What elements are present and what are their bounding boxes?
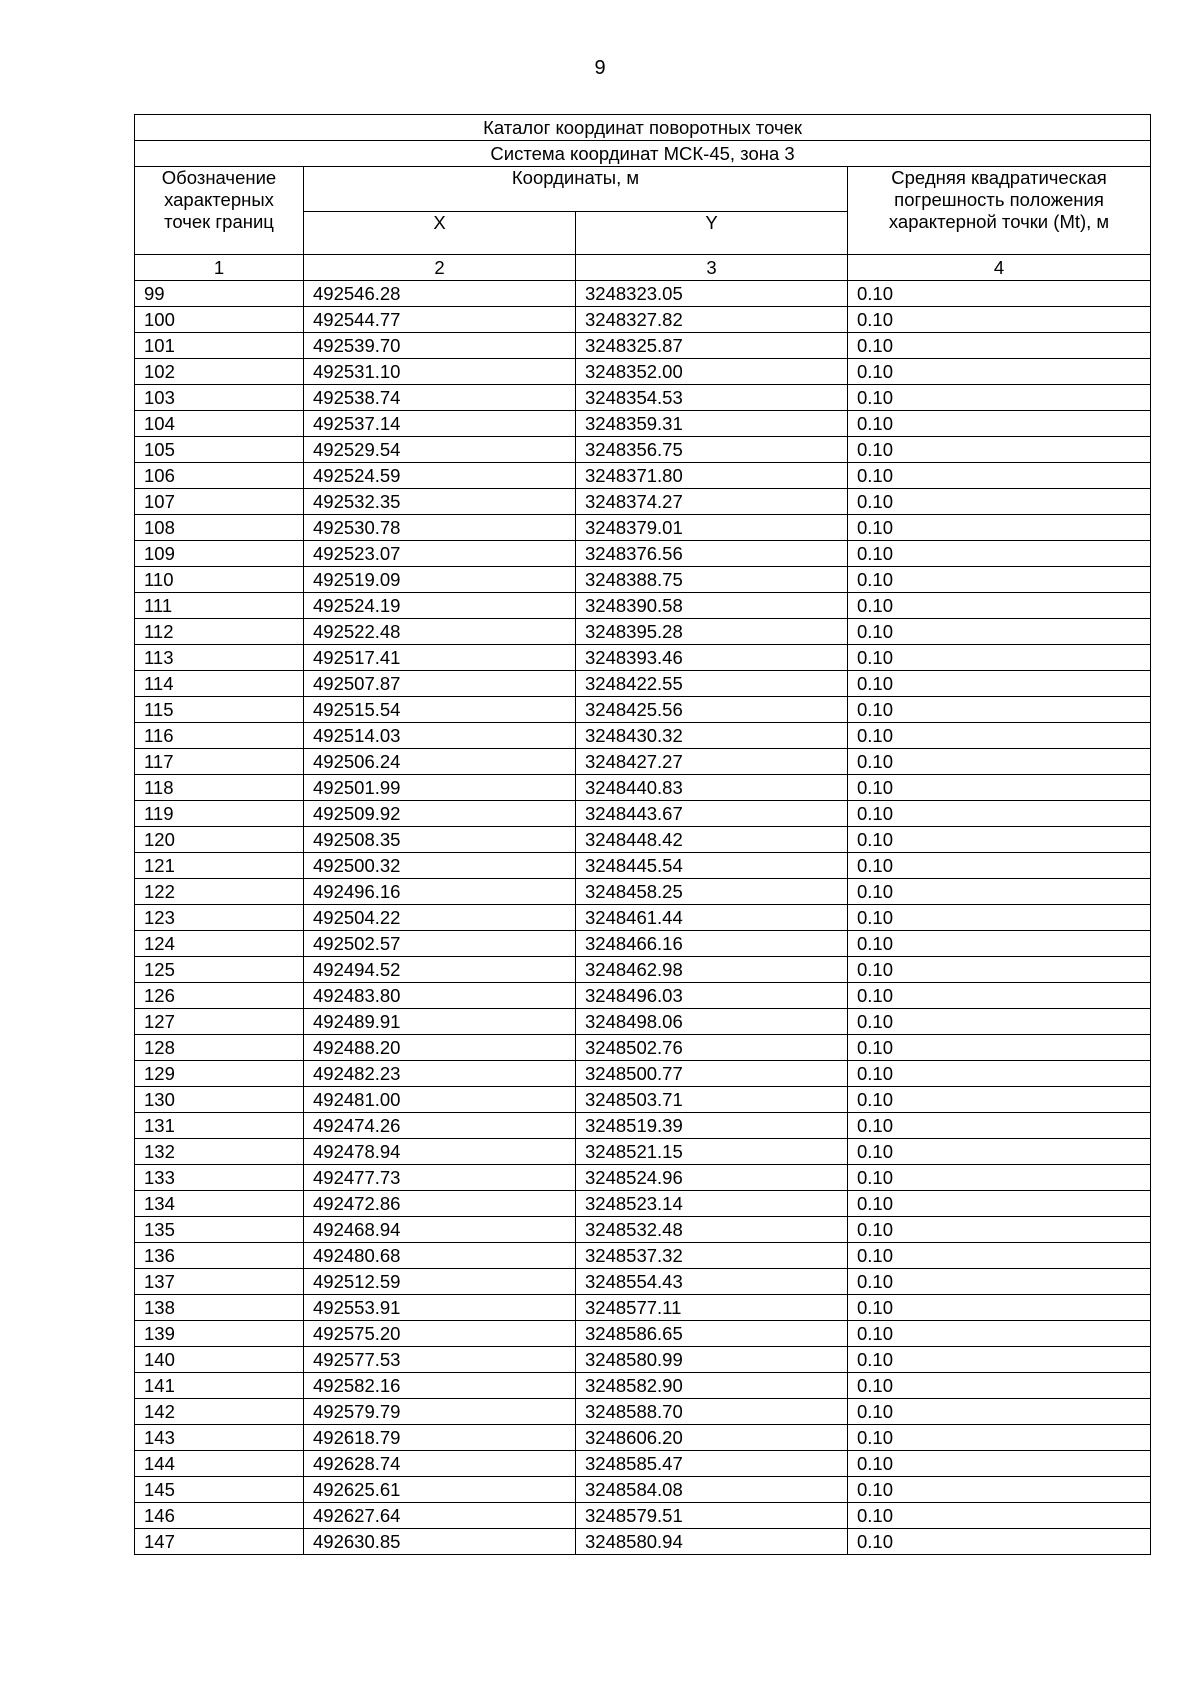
error-cell: 0.10 [848, 749, 1151, 775]
column-number-4: 4 [848, 255, 1151, 281]
error-cell: 0.10 [848, 827, 1151, 853]
x-coordinate-cell: 492582.16 [304, 1373, 576, 1399]
x-coordinate-cell: 492628.74 [304, 1451, 576, 1477]
y-coordinate-cell: 3248443.67 [576, 801, 848, 827]
x-coordinate-cell: 492501.99 [304, 775, 576, 801]
point-id-cell: 105 [135, 437, 304, 463]
y-coordinate-cell: 3248445.54 [576, 853, 848, 879]
table-row [135, 437, 1151, 463]
error-cell: 0.10 [848, 281, 1151, 307]
x-coordinate-cell: 492530.78 [304, 515, 576, 541]
point-id-cell: 111 [135, 593, 304, 619]
table-row [135, 1373, 1151, 1399]
table-row [135, 1425, 1151, 1451]
point-id-cell: 101 [135, 333, 304, 359]
point-id-cell: 124 [135, 931, 304, 957]
x-coordinate-cell: 492514.03 [304, 723, 576, 749]
header-y: Y [576, 212, 848, 255]
error-cell: 0.10 [848, 1373, 1151, 1399]
point-id-cell: 100 [135, 307, 304, 333]
point-id-cell: 128 [135, 1035, 304, 1061]
error-cell: 0.10 [848, 1035, 1151, 1061]
table-row [135, 671, 1151, 697]
x-coordinate-cell: 492627.64 [304, 1503, 576, 1529]
point-id-cell: 108 [135, 515, 304, 541]
point-id-cell: 121 [135, 853, 304, 879]
point-id-cell: 132 [135, 1139, 304, 1165]
error-cell: 0.10 [848, 931, 1151, 957]
point-id-cell: 134 [135, 1191, 304, 1217]
x-coordinate-cell: 492517.41 [304, 645, 576, 671]
x-coordinate-cell: 492488.20 [304, 1035, 576, 1061]
x-coordinate-cell: 492508.35 [304, 827, 576, 853]
point-id-cell: 99 [135, 281, 304, 307]
y-coordinate-cell: 3248359.31 [576, 411, 848, 437]
table-body [135, 281, 1151, 1555]
x-coordinate-cell: 492532.35 [304, 489, 576, 515]
x-coordinate-cell: 492477.73 [304, 1165, 576, 1191]
point-id-cell: 133 [135, 1165, 304, 1191]
table-row [135, 463, 1151, 489]
point-id-cell: 110 [135, 567, 304, 593]
table-row [135, 385, 1151, 411]
table-row [135, 905, 1151, 931]
table-row [135, 749, 1151, 775]
header-designation: Обозначение характерных точек границ [135, 167, 304, 255]
column-number-2: 2 [304, 255, 576, 281]
y-coordinate-cell: 3248440.83 [576, 775, 848, 801]
x-coordinate-cell: 492506.24 [304, 749, 576, 775]
error-cell: 0.10 [848, 1451, 1151, 1477]
point-id-cell: 118 [135, 775, 304, 801]
table-row [135, 1451, 1151, 1477]
error-cell: 0.10 [848, 645, 1151, 671]
error-cell: 0.10 [848, 1477, 1151, 1503]
x-coordinate-cell: 492575.20 [304, 1321, 576, 1347]
point-id-cell: 102 [135, 359, 304, 385]
error-cell: 0.10 [848, 1191, 1151, 1217]
y-coordinate-cell: 3248393.46 [576, 645, 848, 671]
table-row [135, 1269, 1151, 1295]
error-cell: 0.10 [848, 1061, 1151, 1087]
y-coordinate-cell: 3248430.32 [576, 723, 848, 749]
point-id-cell: 115 [135, 697, 304, 723]
x-coordinate-cell: 492579.79 [304, 1399, 576, 1425]
y-coordinate-cell: 3248466.16 [576, 931, 848, 957]
error-cell: 0.10 [848, 1347, 1151, 1373]
point-id-cell: 123 [135, 905, 304, 931]
error-cell: 0.10 [848, 1321, 1151, 1347]
point-id-cell: 107 [135, 489, 304, 515]
point-id-cell: 136 [135, 1243, 304, 1269]
table-row [135, 411, 1151, 437]
header-coordinates: Координаты, м [304, 167, 848, 212]
x-coordinate-cell: 492474.26 [304, 1113, 576, 1139]
x-coordinate-cell: 492553.91 [304, 1295, 576, 1321]
error-cell: 0.10 [848, 1009, 1151, 1035]
x-coordinate-cell: 492630.85 [304, 1529, 576, 1555]
y-coordinate-cell: 3248371.80 [576, 463, 848, 489]
error-cell: 0.10 [848, 1295, 1151, 1321]
point-id-cell: 103 [135, 385, 304, 411]
x-coordinate-cell: 492531.10 [304, 359, 576, 385]
x-coordinate-cell: 492539.70 [304, 333, 576, 359]
error-cell: 0.10 [848, 1529, 1151, 1555]
error-cell: 0.10 [848, 307, 1151, 333]
y-coordinate-cell: 3248521.15 [576, 1139, 848, 1165]
y-coordinate-cell: 3248422.55 [576, 671, 848, 697]
y-coordinate-cell: 3248352.00 [576, 359, 848, 385]
table-row [135, 723, 1151, 749]
point-id-cell: 145 [135, 1477, 304, 1503]
x-coordinate-cell: 492500.32 [304, 853, 576, 879]
point-id-cell: 127 [135, 1009, 304, 1035]
error-cell: 0.10 [848, 411, 1151, 437]
point-id-cell: 146 [135, 1503, 304, 1529]
x-coordinate-cell: 492519.09 [304, 567, 576, 593]
table-row [135, 1477, 1151, 1503]
error-cell: 0.10 [848, 1269, 1151, 1295]
table-row [135, 333, 1151, 359]
table-row [135, 281, 1151, 307]
table-row [135, 1529, 1151, 1555]
error-cell: 0.10 [848, 1165, 1151, 1191]
error-cell: 0.10 [848, 671, 1151, 697]
error-cell: 0.10 [848, 1425, 1151, 1451]
x-coordinate-cell: 492468.94 [304, 1217, 576, 1243]
header-x: X [304, 212, 576, 255]
y-coordinate-cell: 3248425.56 [576, 697, 848, 723]
y-coordinate-cell: 3248427.27 [576, 749, 848, 775]
x-coordinate-cell: 492546.28 [304, 281, 576, 307]
point-id-cell: 126 [135, 983, 304, 1009]
error-cell: 0.10 [848, 567, 1151, 593]
point-id-cell: 129 [135, 1061, 304, 1087]
y-coordinate-cell: 3248579.51 [576, 1503, 848, 1529]
y-coordinate-cell: 3248500.77 [576, 1061, 848, 1087]
point-id-cell: 116 [135, 723, 304, 749]
x-coordinate-cell: 492507.87 [304, 671, 576, 697]
y-coordinate-cell: 3248524.96 [576, 1165, 848, 1191]
x-coordinate-cell: 492504.22 [304, 905, 576, 931]
table-row [135, 1113, 1151, 1139]
table-row [135, 1503, 1151, 1529]
error-cell: 0.10 [848, 1139, 1151, 1165]
y-coordinate-cell: 3248374.27 [576, 489, 848, 515]
x-coordinate-cell: 492524.19 [304, 593, 576, 619]
y-coordinate-cell: 3248356.75 [576, 437, 848, 463]
table-row [135, 1165, 1151, 1191]
x-coordinate-cell: 492512.59 [304, 1269, 576, 1295]
point-id-cell: 137 [135, 1269, 304, 1295]
header-error: Средняя квадратическая погрешность положения характерной точки (Mt), м [848, 167, 1151, 255]
y-coordinate-cell: 3248523.14 [576, 1191, 848, 1217]
y-coordinate-cell: 3248606.20 [576, 1425, 848, 1451]
point-id-cell: 131 [135, 1113, 304, 1139]
x-coordinate-cell: 492577.53 [304, 1347, 576, 1373]
x-coordinate-cell: 492482.23 [304, 1061, 576, 1087]
table-row [135, 541, 1151, 567]
point-id-cell: 119 [135, 801, 304, 827]
y-coordinate-cell: 3248532.48 [576, 1217, 848, 1243]
table-row [135, 359, 1151, 385]
error-cell: 0.10 [848, 879, 1151, 905]
point-id-cell: 125 [135, 957, 304, 983]
point-id-cell: 117 [135, 749, 304, 775]
x-coordinate-cell: 492537.14 [304, 411, 576, 437]
table-row [135, 1347, 1151, 1373]
error-cell: 0.10 [848, 1399, 1151, 1425]
x-coordinate-cell: 492481.00 [304, 1087, 576, 1113]
column-number-1: 1 [135, 255, 304, 281]
coordinates-catalog-table [134, 114, 1151, 1555]
point-id-cell: 138 [135, 1295, 304, 1321]
x-coordinate-cell: 492538.74 [304, 385, 576, 411]
table-row [135, 1295, 1151, 1321]
table-row [135, 983, 1151, 1009]
error-cell: 0.10 [848, 489, 1151, 515]
y-coordinate-cell: 3248390.58 [576, 593, 848, 619]
x-coordinate-cell: 492483.80 [304, 983, 576, 1009]
error-cell: 0.10 [848, 775, 1151, 801]
x-coordinate-cell: 492489.91 [304, 1009, 576, 1035]
table-row [135, 1061, 1151, 1087]
point-id-cell: 120 [135, 827, 304, 853]
table-row [135, 1139, 1151, 1165]
y-coordinate-cell: 3248458.25 [576, 879, 848, 905]
table-row [135, 1087, 1151, 1113]
x-coordinate-cell: 492524.59 [304, 463, 576, 489]
error-cell: 0.10 [848, 463, 1151, 489]
error-cell: 0.10 [848, 697, 1151, 723]
y-coordinate-cell: 3248327.82 [576, 307, 848, 333]
table-row [135, 1321, 1151, 1347]
y-coordinate-cell: 3248519.39 [576, 1113, 848, 1139]
x-coordinate-cell: 492478.94 [304, 1139, 576, 1165]
error-cell: 0.10 [848, 385, 1151, 411]
column-number-3: 3 [576, 255, 848, 281]
y-coordinate-cell: 3248323.05 [576, 281, 848, 307]
error-cell: 0.10 [848, 1217, 1151, 1243]
y-coordinate-cell: 3248354.53 [576, 385, 848, 411]
table-row [135, 619, 1151, 645]
error-cell: 0.10 [848, 1503, 1151, 1529]
y-coordinate-cell: 3248588.70 [576, 1399, 848, 1425]
point-id-cell: 104 [135, 411, 304, 437]
table-row [135, 1009, 1151, 1035]
point-id-cell: 106 [135, 463, 304, 489]
error-cell: 0.10 [848, 593, 1151, 619]
error-cell: 0.10 [848, 333, 1151, 359]
x-coordinate-cell: 492472.86 [304, 1191, 576, 1217]
point-id-cell: 147 [135, 1529, 304, 1555]
table-row [135, 1191, 1151, 1217]
table-row [135, 1035, 1151, 1061]
y-coordinate-cell: 3248448.42 [576, 827, 848, 853]
y-coordinate-cell: 3248586.65 [576, 1321, 848, 1347]
x-coordinate-cell: 492529.54 [304, 437, 576, 463]
y-coordinate-cell: 3248580.99 [576, 1347, 848, 1373]
y-coordinate-cell: 3248585.47 [576, 1451, 848, 1477]
x-coordinate-cell: 492625.61 [304, 1477, 576, 1503]
table-row [135, 957, 1151, 983]
point-id-cell: 122 [135, 879, 304, 905]
error-cell: 0.10 [848, 541, 1151, 567]
point-id-cell: 140 [135, 1347, 304, 1373]
point-id-cell: 143 [135, 1425, 304, 1451]
error-cell: 0.10 [848, 619, 1151, 645]
error-cell: 0.10 [848, 359, 1151, 385]
table-row [135, 853, 1151, 879]
y-coordinate-cell: 3248395.28 [576, 619, 848, 645]
table-row [135, 775, 1151, 801]
y-coordinate-cell: 3248388.75 [576, 567, 848, 593]
table-row [135, 827, 1151, 853]
table-row [135, 879, 1151, 905]
point-id-cell: 114 [135, 671, 304, 697]
point-id-cell: 141 [135, 1373, 304, 1399]
y-coordinate-cell: 3248379.01 [576, 515, 848, 541]
point-id-cell: 130 [135, 1087, 304, 1113]
y-coordinate-cell: 3248376.56 [576, 541, 848, 567]
point-id-cell: 142 [135, 1399, 304, 1425]
point-id-cell: 139 [135, 1321, 304, 1347]
table-row [135, 1217, 1151, 1243]
table-row [135, 931, 1151, 957]
error-cell: 0.10 [848, 723, 1151, 749]
error-cell: 0.10 [848, 801, 1151, 827]
y-coordinate-cell: 3248498.06 [576, 1009, 848, 1035]
x-coordinate-cell: 492502.57 [304, 931, 576, 957]
x-coordinate-cell: 492509.92 [304, 801, 576, 827]
table-row [135, 307, 1151, 333]
table-title: Каталог координат поворотных точек [135, 115, 1151, 141]
table-row [135, 645, 1151, 671]
y-coordinate-cell: 3248502.76 [576, 1035, 848, 1061]
y-coordinate-cell: 3248325.87 [576, 333, 848, 359]
error-cell: 0.10 [848, 437, 1151, 463]
x-coordinate-cell: 492494.52 [304, 957, 576, 983]
point-id-cell: 135 [135, 1217, 304, 1243]
x-coordinate-cell: 492618.79 [304, 1425, 576, 1451]
y-coordinate-cell: 3248496.03 [576, 983, 848, 1009]
y-coordinate-cell: 3248577.11 [576, 1295, 848, 1321]
page-number: 9 [594, 57, 606, 79]
table-subtitle: Система координат МСК-45, зона 3 [135, 141, 1151, 167]
error-cell: 0.10 [848, 957, 1151, 983]
table-row [135, 697, 1151, 723]
x-coordinate-cell: 492480.68 [304, 1243, 576, 1269]
x-coordinate-cell: 492522.48 [304, 619, 576, 645]
table-row [135, 801, 1151, 827]
y-coordinate-cell: 3248582.90 [576, 1373, 848, 1399]
y-coordinate-cell: 3248537.32 [576, 1243, 848, 1269]
table-row [135, 489, 1151, 515]
y-coordinate-cell: 3248503.71 [576, 1087, 848, 1113]
y-coordinate-cell: 3248554.43 [576, 1269, 848, 1295]
error-cell: 0.10 [848, 515, 1151, 541]
error-cell: 0.10 [848, 1243, 1151, 1269]
x-coordinate-cell: 492496.16 [304, 879, 576, 905]
point-id-cell: 112 [135, 619, 304, 645]
error-cell: 0.10 [848, 1113, 1151, 1139]
y-coordinate-cell: 3248580.94 [576, 1529, 848, 1555]
error-cell: 0.10 [848, 905, 1151, 931]
table-row [135, 1243, 1151, 1269]
table-row [135, 567, 1151, 593]
y-coordinate-cell: 3248584.08 [576, 1477, 848, 1503]
error-cell: 0.10 [848, 1087, 1151, 1113]
table-row [135, 515, 1151, 541]
y-coordinate-cell: 3248462.98 [576, 957, 848, 983]
error-cell: 0.10 [848, 983, 1151, 1009]
error-cell: 0.10 [848, 853, 1151, 879]
x-coordinate-cell: 492515.54 [304, 697, 576, 723]
table-row [135, 593, 1151, 619]
point-id-cell: 113 [135, 645, 304, 671]
x-coordinate-cell: 492523.07 [304, 541, 576, 567]
y-coordinate-cell: 3248461.44 [576, 905, 848, 931]
table-row [135, 1399, 1151, 1425]
point-id-cell: 144 [135, 1451, 304, 1477]
point-id-cell: 109 [135, 541, 304, 567]
x-coordinate-cell: 492544.77 [304, 307, 576, 333]
